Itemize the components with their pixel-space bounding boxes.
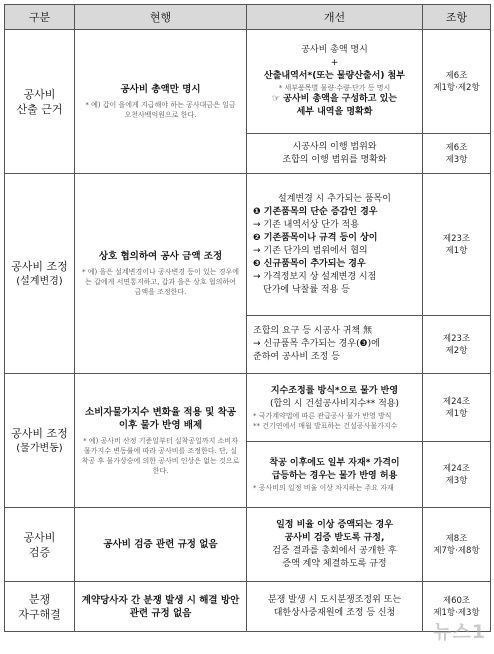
article-cell: 제8조 제7항·제8항 [423, 508, 491, 582]
improvement-cell: 지수조정률 방식*으로 물가 반영 (합의 시 건설공사비지수** 적용) * 국가계약법에 따른 관급공사 물가 반영 방식 ** 건기연에서 매월 발표하는 건설공사물가지수 [247, 374, 423, 442]
improvement-cell: 착공 이후에도 일부 자재* 가격이 급등하는 경우는 물가 반영 허용 * 공사비의 일정 비율 이상 차지하는 주요 자재 [247, 442, 423, 508]
table-row [5, 30, 491, 134]
improvement-cell: 공사비 총액 명시 + 산출내역서*(또는 물량산출서) 첨부 * 세부품목별 물량·수량·단가 등 명시 ☞ 공사비 총액을 구성하고 있는 세부 내역을 명확화 [247, 30, 423, 134]
table-row [5, 508, 491, 582]
article-cell: 제23조 제1항 [423, 174, 491, 316]
improvement-cell: 설계변경 시 추가되는 품목이 ❶ 기존품목의 단순 증감인 경우 → 기존 내역서상 단가 적용 ❷ 기존품목이나 규격 등이 상이 → 기존 단가의 범위에서 협의 ❸ 신규품목이 추가되는 경우 → 가격정보지 상 설계변경 시점 단가에 낙찰률 적용 등 [247, 174, 423, 316]
article-cell: 제6조 제3항 [423, 134, 491, 174]
table-row [5, 582, 491, 632]
header-row [5, 5, 491, 30]
current-cell: 상호 협의하여 공사 금액 조정 * 예) 을은 설계변경이나 공사변경 등이 있는 경우에는 갑에게 서면통지하고, 갑과 을은 상호 협의하여 금액을 조정한다. [75, 174, 247, 374]
header-improvement: 개선 [247, 5, 423, 30]
comparison-table [4, 4, 491, 632]
improvement-cell: 분쟁 발생 시 도시분쟁조정위 또는 대한상사중재원에 조정 등 신청 [247, 582, 423, 632]
article-cell: 제60조 제1항·제3항 [423, 582, 491, 632]
news1-watermark: 뉴스1 [433, 621, 486, 643]
header-category: 구분 [5, 5, 75, 30]
category-cell: 분쟁 자구해결 [5, 582, 75, 632]
current-cell: 공사비 총액만 명시 * 예) 갑이 을에게 지급해야 하는 공사대금은 일금 오천사백억원으로 한다. [75, 30, 247, 174]
article-cell: 제24조 제3항 [423, 442, 491, 508]
article-cell: 제23조 제2항 [423, 316, 491, 374]
category-cell: 공사비 조정 (물가변동) [5, 374, 75, 508]
category-cell: 공사비 조정 (설계변경) [5, 174, 75, 374]
improvement-cell: 조합의 요구 등 시공사 귀책 無 → 신규품목 추가되는 경우(❸)에 준하여 공사비 조정 등 [247, 316, 423, 374]
current-cell: 계약당사자 간 분쟁 발생 시 해결 방안 관련 규정 없음 [75, 582, 247, 632]
article-cell: 제24조 제1항 [423, 374, 491, 442]
current-cell: 공사비 검증 관련 규정 없음 [75, 508, 247, 582]
category-cell: 공사비 검증 [5, 508, 75, 582]
article-cell: 제6조 제1항·제2항 [423, 30, 491, 134]
header-current: 현행 [75, 5, 247, 30]
table-row [5, 174, 491, 316]
improvement-cell: 시공사의 이행 범위와 조합의 이행 범위를 명확화 [247, 134, 423, 174]
header-article: 조항 [423, 5, 491, 30]
current-cell: 소비자물가지수 변화율 적용 및 착공 이후 물가 반영 배제 * 예) 공사비 산정 기준일부터 실착공일까지 소비자물가지수 변동률에 따라 공사비를 조정한다. 단, 실착공 후 물가상승에 의한 공사비 인상은 없는 것으로 한다. [75, 374, 247, 508]
category-cell: 공사비 산출 근거 [5, 30, 75, 174]
table-row [5, 374, 491, 442]
improvement-cell: 일정 비율 이상 증액되는 경우 공사비 검증 받도록 규정, 검증 결과를 총회에서 공개한 후 증액 계약 체결하도록 규정 [247, 508, 423, 582]
